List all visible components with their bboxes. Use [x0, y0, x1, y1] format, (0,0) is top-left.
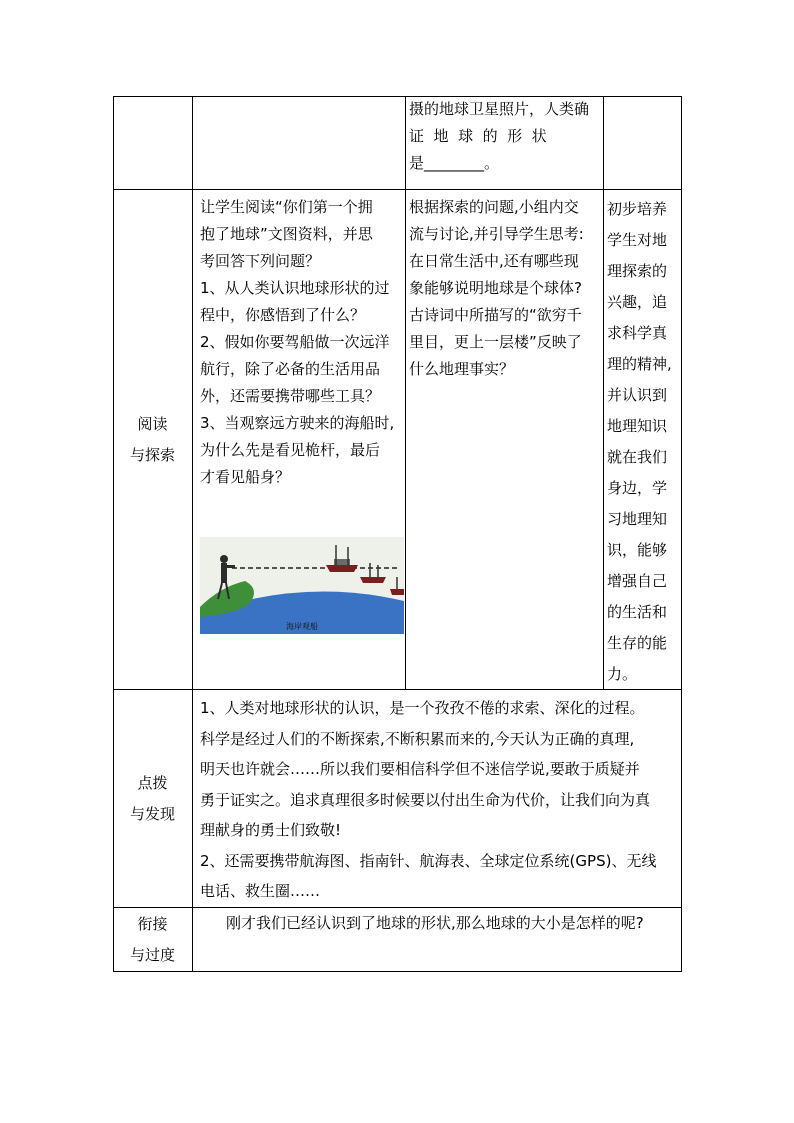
- teacher-activity: [200, 194, 404, 491]
- satellite-photo-question: [409, 96, 601, 177]
- text-line: 什么地理事实？: [409, 360, 515, 378]
- label-line: 与过度: [129, 945, 175, 964]
- text-line: 电话、救生圈……: [200, 882, 321, 900]
- label-line: 阅读: [137, 414, 168, 433]
- border-bottom: [113, 971, 682, 972]
- text-line: 理探索的: [607, 262, 668, 280]
- text-line: 理献身的勇士们致敬!: [200, 821, 342, 839]
- text-line: 力。: [607, 665, 638, 683]
- text-line: 勇于证实之。追求真理很多时候要以付出生命为代价，让我们向为真: [200, 790, 651, 809]
- design-intent: [607, 194, 679, 690]
- border-right: [681, 96, 682, 972]
- text-line: 科学是经过人们的不断探索,不断积累而来的,今天认为正确的真理,: [200, 729, 635, 748]
- text-line: 身边，学: [607, 479, 668, 497]
- label-line: 衔接: [137, 914, 168, 933]
- text-line: 地理知识: [607, 417, 668, 435]
- text-line: 考回答下列问题？: [200, 252, 321, 270]
- text-line: 3、当观察远方驶来的海船时,: [200, 414, 395, 432]
- text-line: 2、假如你要驾船做一次远洋: [200, 333, 390, 351]
- coast-ship-illustration: [200, 537, 404, 634]
- row-label-reading: [113, 190, 192, 689]
- text-line: 识，能够: [607, 541, 668, 559]
- text-line: 证 地 球 的 形 状: [409, 127, 547, 145]
- text-line: 外，还需要携带哪些工具？: [200, 387, 381, 405]
- text-line: 增强自己: [607, 572, 668, 590]
- text-line: 学生对地: [607, 231, 668, 249]
- label-line: 与发现: [129, 804, 175, 823]
- text-line: 的生活和: [607, 603, 668, 621]
- column-separator: [603, 96, 604, 690]
- lesson-table: [113, 96, 682, 972]
- text-line: 抱了地球”文图资料，并思: [200, 225, 373, 243]
- text-line: 生存的能: [607, 634, 668, 652]
- transition-content: [226, 910, 680, 937]
- text-line: 2、还需要携带航海图、指南针、航海表、全球定位系统(GPS)、无线: [200, 851, 657, 870]
- text-line: 就在我们: [607, 448, 668, 466]
- text-line: 并认识到: [607, 386, 668, 404]
- text-line: 是________。: [409, 154, 500, 172]
- text-line: 航行，除了必备的生活用品: [200, 360, 381, 378]
- column-separator: [405, 96, 406, 690]
- row-separator: [113, 689, 682, 690]
- text-line: 程中，你感悟到了什么？: [200, 306, 366, 324]
- text-line: 明天也许就会……所以我们要相信科学但不迷信学说,要敢于质疑并: [200, 760, 640, 778]
- label-line: 点拨: [137, 773, 168, 792]
- text-line: 流与讨论,并引导学生思考:: [409, 225, 584, 243]
- column-separator: [192, 96, 193, 972]
- text-line: 求科学真: [607, 324, 668, 342]
- text-line: 才看见船身？: [200, 468, 291, 486]
- student-activity: [409, 194, 601, 383]
- row-separator: [113, 907, 682, 908]
- text-line: 里目，更上一层楼”反映了: [409, 333, 582, 351]
- label-line: 与探索: [129, 445, 175, 464]
- text-line: 摄的地球卫星照片，人类确: [409, 100, 590, 118]
- text-line: 刚才我们已经认识到了地球的形状,那么地球的大小是怎样的呢?: [226, 914, 644, 932]
- text-line: 1、从人类认识地球形状的过: [200, 279, 390, 297]
- text-line: 理的精神,: [607, 355, 672, 373]
- text-line: 让学生阅读“你们第一个拥: [200, 198, 373, 216]
- text-line: 兴趣，追: [607, 293, 668, 311]
- row-separator: [113, 189, 682, 190]
- row-label-transition: [113, 908, 192, 971]
- text-line: 古诗词中所描写的“欲穷千: [409, 306, 582, 324]
- text-line: 在日常生活中,还有哪些现: [409, 252, 579, 270]
- text-line: 象能够说明地球是个球体?: [409, 279, 582, 297]
- text-line: 根据探索的问题,小组内交: [409, 198, 579, 216]
- guidance-content: [200, 693, 678, 907]
- text-line: 1、人类对地球形状的认识，是一个孜孜不倦的求索、深化的过程。: [200, 699, 645, 717]
- text-line: 为什么先是看见桅杆，最后: [200, 441, 381, 459]
- text-line: 习地理知: [607, 510, 668, 528]
- image-caption: 海岸观船: [286, 622, 318, 631]
- text-line: 初步培养: [607, 200, 668, 218]
- row-label-guidance: [113, 690, 192, 907]
